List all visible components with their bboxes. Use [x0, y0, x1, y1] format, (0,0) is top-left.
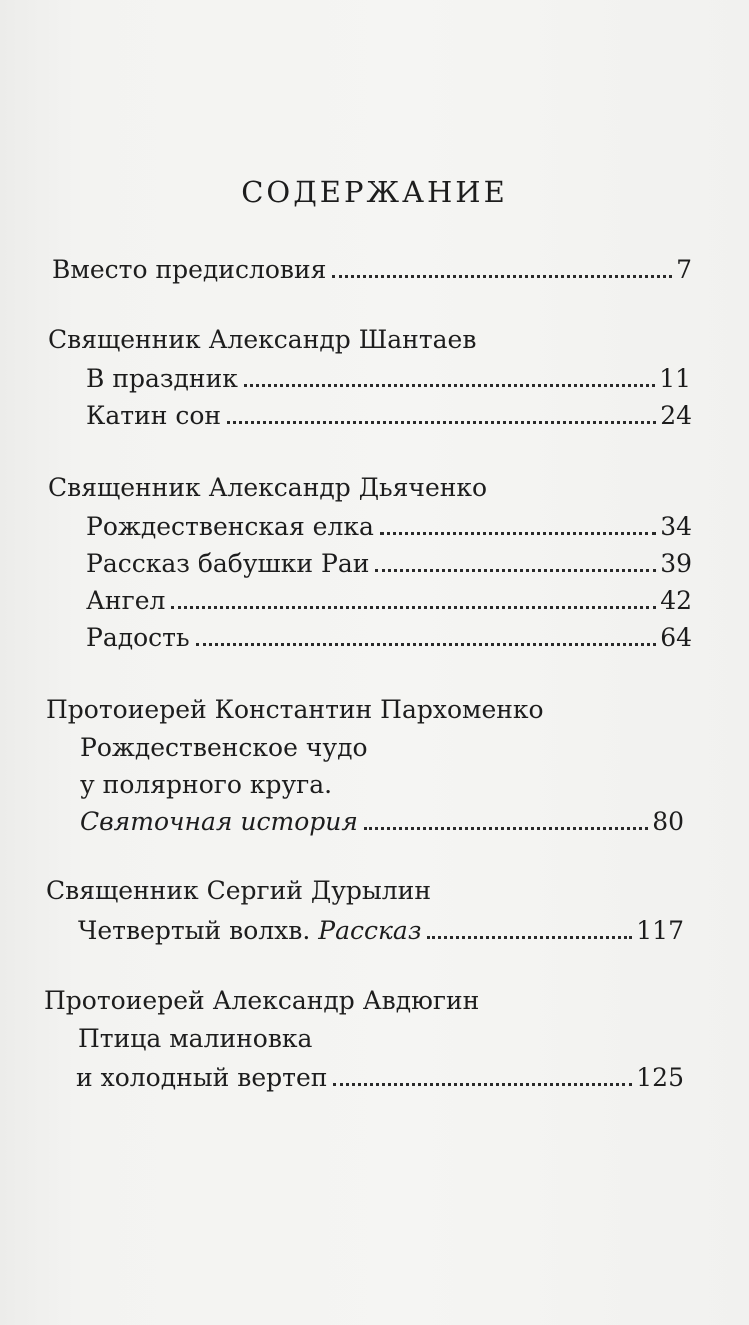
entry-title: Ангел [86, 586, 166, 615]
author-name: Священник Александр Дьяченко [48, 473, 488, 502]
page-number: 117 [636, 916, 684, 945]
toc-entry [86, 509, 692, 545]
toc-entry-intro [52, 252, 692, 288]
dot-leader [364, 827, 648, 830]
dot-leader [171, 606, 656, 609]
entry-title: В праздник [86, 364, 238, 393]
page-number: 34 [660, 512, 692, 541]
entry-title: Рождественская елка [86, 512, 374, 541]
toc-entry [86, 620, 692, 656]
author-name: Священник Сергий Дурылин [46, 876, 432, 905]
page-number: 24 [660, 401, 692, 430]
dot-leader [332, 275, 672, 278]
page-number: 42 [660, 586, 692, 615]
dot-leader [196, 643, 657, 646]
toc-entry [86, 398, 692, 434]
page-number: 39 [660, 549, 692, 578]
dot-leader [380, 532, 656, 535]
entry-title-italic: Рассказ [318, 916, 422, 945]
entry-title: Святочная история [80, 807, 358, 836]
dot-leader [244, 384, 655, 387]
toc-entry [76, 1060, 684, 1096]
entry-title: и холодный вертеп [76, 1063, 328, 1092]
page-number: 80 [652, 807, 684, 836]
dot-leader [333, 1083, 632, 1086]
entry-title: Радость [86, 623, 190, 652]
page-number: 7 [676, 255, 692, 284]
entry-title-line: у полярного круга. [80, 770, 333, 799]
author-name: Протоиерей Александр Авдюгин [44, 986, 480, 1015]
dot-leader [375, 569, 656, 572]
author-name: Протоиерей Константин Пархоменко [46, 695, 544, 724]
page-number: 11 [659, 364, 691, 393]
entry-title: Катин сон [86, 401, 222, 430]
toc-entry [86, 361, 691, 397]
page-number: 64 [660, 623, 692, 652]
toc-entry [86, 583, 692, 619]
toc-entry [86, 546, 692, 582]
entry-title [78, 913, 421, 949]
dot-leader [227, 421, 656, 424]
entry-title-line: Рождественское чудо [80, 733, 368, 762]
entry-title: Вместо предисловия [52, 255, 327, 284]
page-title: СОДЕРЖАНИЕ [241, 175, 508, 209]
entry-title-main: Четвертый волхв. [78, 916, 311, 945]
page-number: 125 [636, 1063, 684, 1092]
entry-title-line: Птица малиновка [78, 1024, 313, 1053]
entry-title: Рассказ бабушки Раи [86, 549, 370, 578]
toc-entry [78, 913, 684, 949]
author-name: Священник Александр Шантаев [48, 325, 477, 354]
toc-entry [80, 804, 684, 840]
dot-leader [427, 936, 632, 939]
